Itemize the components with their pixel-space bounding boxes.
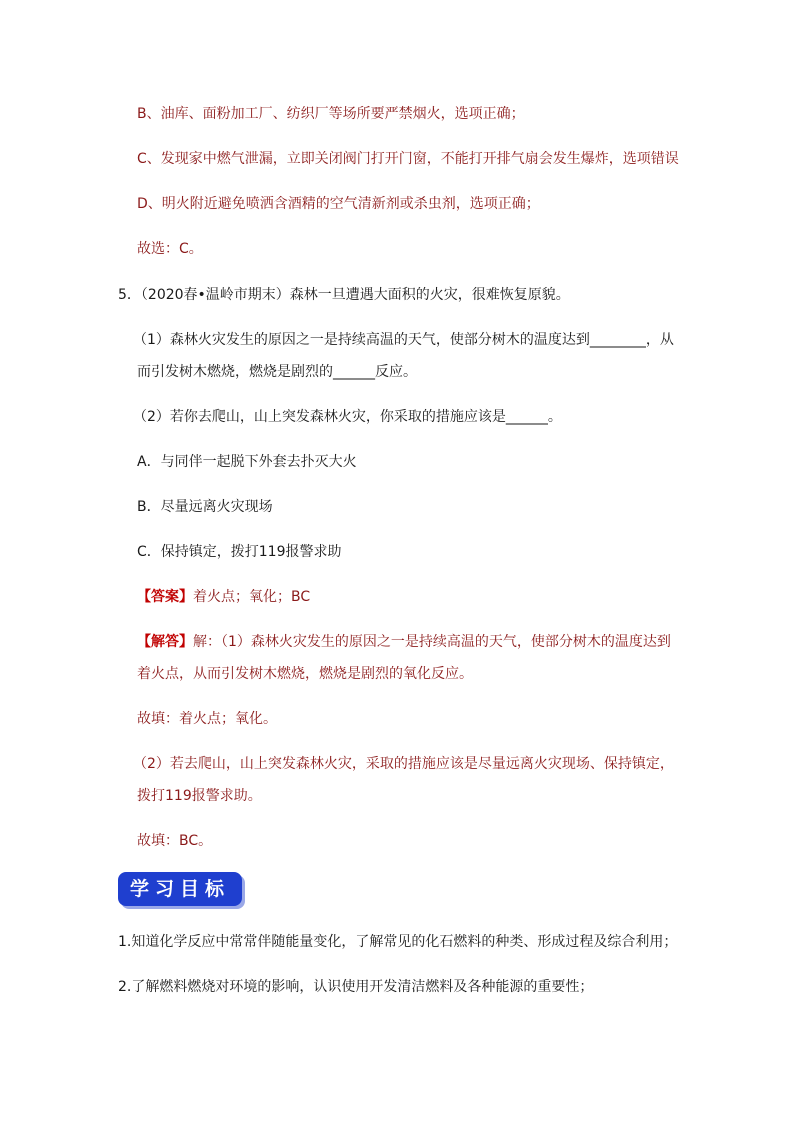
answer-line (137, 587, 310, 607)
question-5-stem: 5．（2020春•温岭市期末）森林一旦遭遇大面积的火灾，很难恢复原貌。 (118, 287, 570, 303)
analysis-text-1: 解：（1）森林火灾发生的原因之一是持续高温的天气，使部分树木的温度达到 (193, 634, 671, 650)
objective-item-2: 2.了解燃料燃烧对环境的影响，认识使用开发清洁燃料及各种能源的重要性； (118, 979, 594, 995)
fill-answer-1: 故填：着火点；氧化。 (137, 711, 277, 727)
analysis2-line2: 拨打119报警求助。 (137, 788, 262, 804)
answer-tag: 【答案】 (137, 589, 193, 605)
question-5-part1-line2: 而引发树木燃烧，燃烧是剧烈的______反应。 (137, 364, 417, 380)
prev-option-b: B、油库、面粉加工厂、纺织厂等场所要严禁烟火，选项正确； (137, 106, 525, 122)
question-5-option-b: B．尽量远离火灾现场 (137, 499, 273, 515)
prev-option-d: D、明火附近避免喷洒含酒精的空气清新剂或杀虫剂，选项正确； (137, 196, 540, 212)
analysis-line2: 着火点，从而引发树木燃烧，燃烧是剧烈的氧化反应。 (137, 666, 473, 682)
analysis-tag: 【解答】 (137, 634, 193, 650)
fill-answer-2: 故填：BC。 (137, 833, 213, 849)
prev-choice: 故选：C。 (137, 241, 203, 257)
learning-objectives-badge: 学习目标 (118, 872, 242, 906)
question-5-option-a: A．与同伴一起脱下外套去扑灭大火 (137, 454, 357, 470)
analysis-line1 (137, 632, 671, 652)
analysis2-line1: （2）若去爬山，山上突发森林火灾，采取的措施应该是尽量远离火灾现场、保持镇定， (133, 756, 674, 772)
question-5-part1-line1: （1）森林火灾发生的原因之一是持续高温的天气，使部分树木的温度达到________，从 (133, 332, 674, 348)
question-5-part2: （2）若你去爬山，山上突发森林火灾，你采取的措施应该是______。 (133, 409, 562, 425)
prev-option-c: C、发现家中燃气泄漏，立即关闭阀门打开门窗，不能打开排气扇会发生爆炸，选项错误 (137, 151, 679, 167)
answer-text: 着火点；氧化；BC (193, 589, 311, 605)
question-5-option-c: C．保持镇定，拨打119报警求助 (137, 544, 342, 560)
objective-item-1: 1.知道化学反应中常常伴随能量变化，了解常见的化石燃料的种类、形成过程及综合利用； (118, 934, 678, 950)
